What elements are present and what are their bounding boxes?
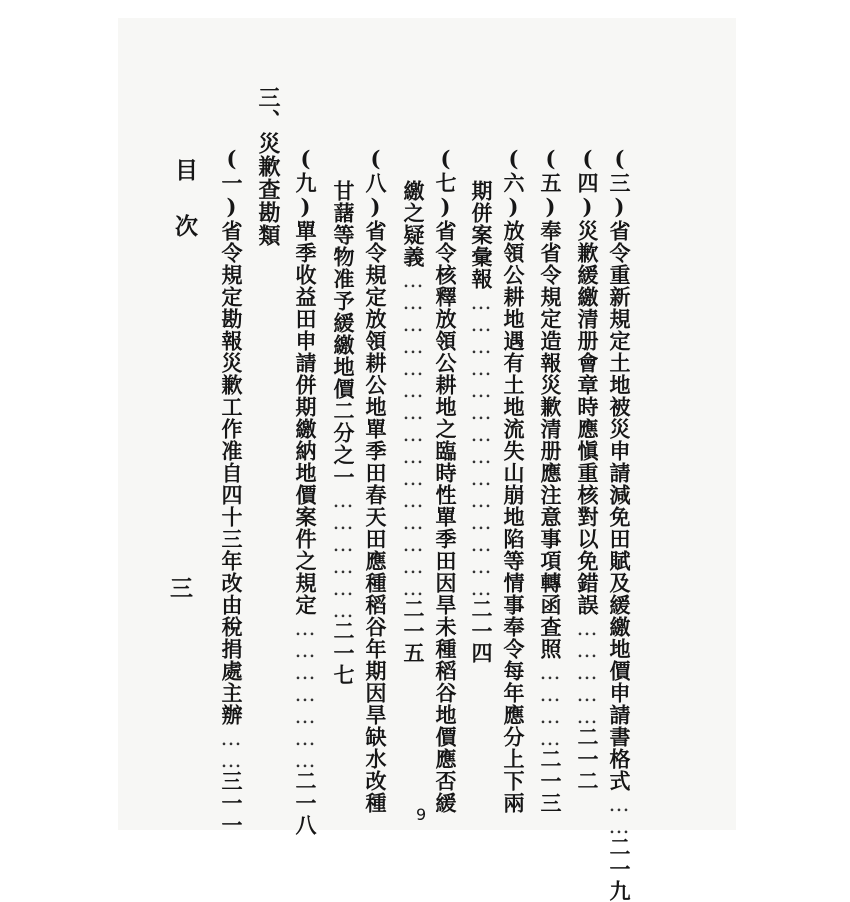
leader-dots: ……………… — [331, 488, 355, 620]
footer-page-number: 9 — [416, 805, 427, 824]
entry-marker: (一) — [219, 146, 244, 220]
toc-entry-1 — [218, 146, 244, 836]
entry-title-continued: 期併案彙報 — [469, 180, 494, 290]
leader-dots: …………… — [575, 616, 599, 726]
entry-title: 災歉緩繳清册會章時應愼重核對以免錯誤 — [575, 220, 600, 616]
leader-dots: …… — [219, 726, 243, 770]
leader-dots: ……………………………………… — [401, 268, 425, 598]
toc-entry-7 — [432, 146, 458, 814]
entry-title: 省令規定放領耕公地單季田春天田應種稻谷年期因旱缺水改種 — [363, 220, 388, 814]
entry-marker: (五) — [538, 146, 563, 220]
toc-entry-6-continued — [468, 180, 494, 664]
leader-dots: …… — [607, 792, 631, 836]
toc-entry-5 — [537, 146, 563, 814]
entry-marker: (四) — [575, 146, 600, 220]
entry-page: 二一七 — [331, 620, 356, 686]
toc-entry-9 — [292, 146, 318, 836]
entry-title-continued: 甘藷等物准予緩繳地價二分之一 — [331, 180, 356, 488]
leader-dots: ………………… — [293, 616, 317, 770]
header-title-mu: 目 — [171, 158, 198, 182]
entry-page: 二一九 — [607, 836, 632, 902]
entry-page: 三一一 — [219, 770, 244, 836]
entry-title: 省令核釋放領公耕地之臨時性單季田因旱未種稻谷地價應否緩 — [433, 220, 458, 814]
toc-entry-3 — [606, 146, 632, 902]
entry-page: 二一三 — [538, 748, 563, 814]
entry-marker: (七) — [433, 146, 458, 220]
entry-page: 二一四 — [469, 598, 494, 664]
toc-entry-8 — [362, 146, 388, 814]
header-title-ci: 次 — [171, 214, 198, 238]
document-page — [118, 18, 736, 830]
leader-dots: ………… — [538, 660, 562, 748]
entry-title: 單季收益田申請併期繳納地價案件之規定 — [293, 220, 318, 616]
entry-title: 省令規定勘報災歉工作准自四十三年改由稅捐處主辦 — [219, 220, 244, 726]
entry-page: 二一五 — [401, 598, 426, 664]
entry-page: 二一八 — [293, 770, 318, 836]
section-heading: 三、災歉查勘類 — [255, 86, 281, 247]
entry-marker: (八) — [363, 146, 388, 220]
toc-entry-4 — [574, 146, 600, 792]
entry-page: 二一二 — [575, 726, 600, 792]
entry-title-continued: 繳之疑義 — [401, 180, 426, 268]
entry-title: 放領公耕地遇有土地流失山崩地陷等情事奉令每年應分上下兩 — [501, 220, 526, 814]
toc-entry-7-continued — [400, 180, 426, 664]
toc-entry-6 — [500, 146, 526, 814]
entry-title: 省令重新規定土地被災申請減免田賦及緩繳地價申請書格式 — [607, 220, 632, 792]
header-page-number: 三 — [170, 575, 193, 602]
entry-marker: (九) — [293, 146, 318, 220]
toc-entry-8-continued — [330, 180, 356, 686]
leader-dots: …………………………………… — [469, 290, 493, 598]
entry-marker: (六) — [501, 146, 526, 220]
entry-title: 奉省令規定造報災歉清册應注意事項轉函查照 — [538, 220, 563, 660]
entry-marker: (三) — [607, 146, 632, 220]
